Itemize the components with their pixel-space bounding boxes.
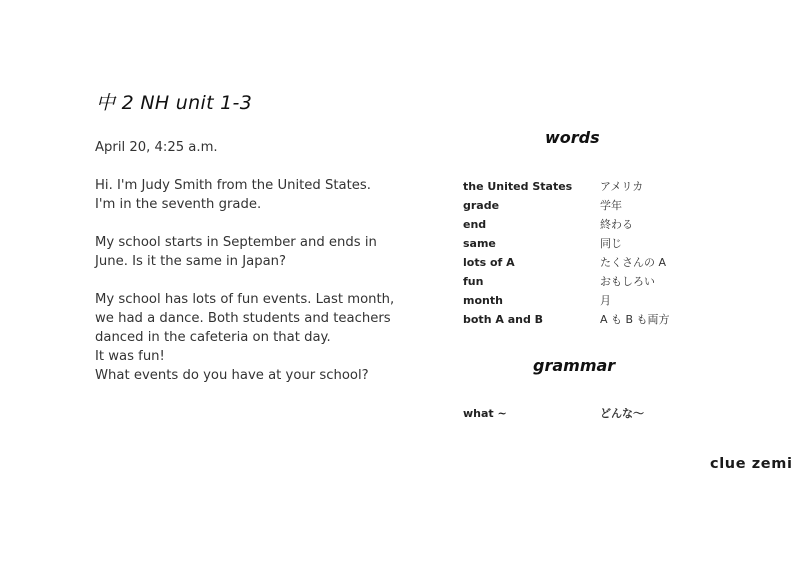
- word-english: same: [463, 237, 496, 250]
- page-title: 中 2 NH unit 1-3: [96, 92, 253, 114]
- passage-line: My school has lots of fun events. Last month,: [95, 292, 395, 307]
- word-english: lots of A: [463, 256, 515, 269]
- passage-line: we had a dance. Both students and teachers: [95, 311, 391, 326]
- passage-paragraph: [95, 138, 395, 157]
- grammar-list: [463, 404, 703, 423]
- word-japanese: 学年: [600, 199, 622, 212]
- word-english: fun: [463, 275, 484, 288]
- passage-line: June. Is it the same in Japan?: [95, 254, 287, 269]
- word-row: [463, 291, 703, 310]
- passage-line: What events do you have at your school?: [95, 368, 369, 383]
- word-row: [463, 196, 703, 215]
- passage-paragraph: [95, 233, 395, 271]
- word-row: [463, 234, 703, 253]
- word-english: the United States: [463, 180, 573, 193]
- word-japanese: A も B も両方: [600, 313, 670, 326]
- word-english: both A and B: [463, 313, 544, 326]
- grammar-heading: grammar: [533, 356, 616, 375]
- word-row: [463, 215, 703, 234]
- passage-paragraph: [95, 290, 395, 385]
- passage-line: April 20, 4:25 a.m.: [95, 140, 218, 155]
- grammar-english: what ~: [463, 407, 507, 420]
- word-english: month: [463, 294, 503, 307]
- passage-line: Hi. I'm Judy Smith from the United States.: [95, 178, 371, 193]
- grammar-row: [463, 404, 703, 423]
- word-japanese: たくさんの A: [600, 256, 667, 269]
- word-japanese: アメリカ: [600, 180, 644, 193]
- word-row: [463, 310, 703, 329]
- passage-line: danced in the cafeteria on that day.: [95, 330, 331, 345]
- grammar-japanese: どんな〜: [600, 407, 644, 420]
- word-row: [463, 177, 703, 196]
- passage-line: My school starts in September and ends in: [95, 235, 377, 250]
- passage-paragraph: [95, 176, 395, 214]
- word-english: grade: [463, 199, 500, 212]
- passage-line: It was fun!: [95, 349, 165, 364]
- word-row: [463, 272, 703, 291]
- reading-passage: [95, 138, 395, 404]
- word-japanese: 終わる: [600, 218, 633, 231]
- word-japanese: 月: [600, 294, 611, 307]
- word-japanese: 同じ: [600, 237, 622, 250]
- passage-line: I'm in the seventh grade.: [95, 197, 262, 212]
- word-row: [463, 253, 703, 272]
- word-english: end: [463, 218, 487, 231]
- brand-logo: clue zemi: [710, 456, 793, 472]
- words-list: [463, 177, 703, 329]
- word-japanese: おもしろい: [600, 275, 655, 288]
- words-heading: words: [545, 128, 600, 147]
